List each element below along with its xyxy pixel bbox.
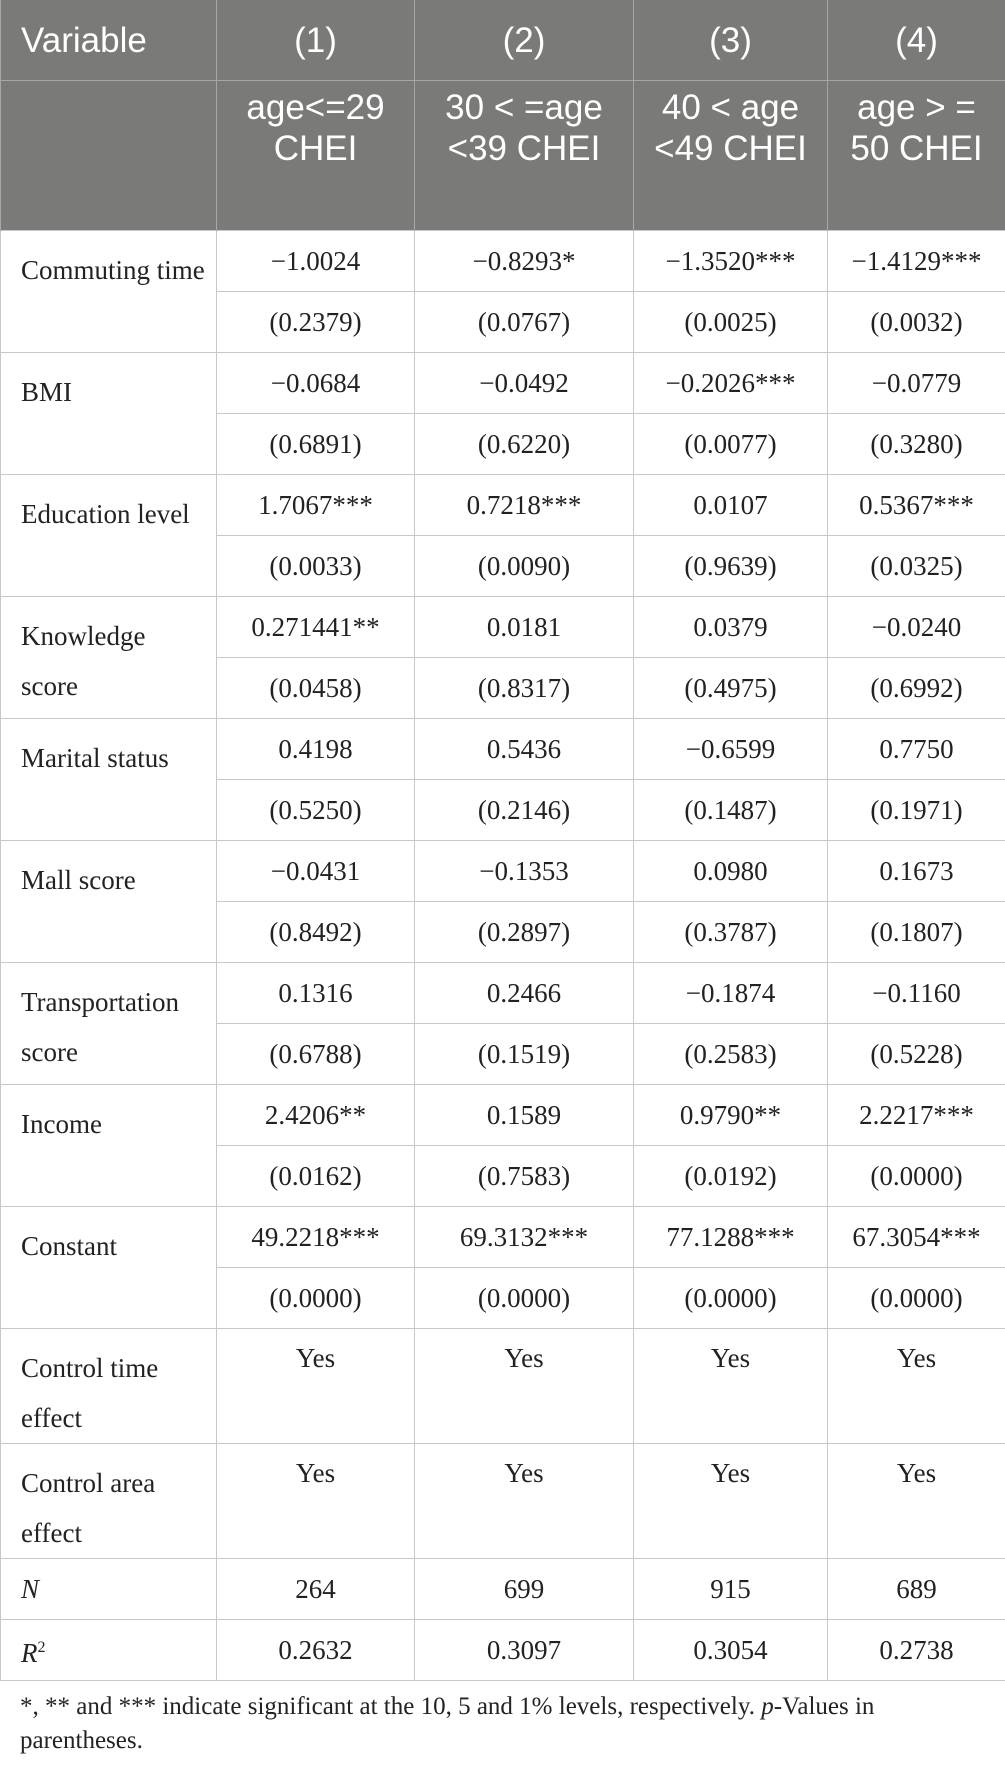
coefficient-cell: −0.1160 bbox=[828, 963, 1005, 1024]
coefficient-cell: −0.8293* bbox=[415, 231, 634, 292]
coefficient-cell: −1.0024 bbox=[217, 231, 415, 292]
control-cell: Yes bbox=[828, 1329, 1005, 1444]
r2-superscript: 2 bbox=[37, 1638, 46, 1656]
coefficient-cell: 0.2466 bbox=[415, 963, 634, 1024]
table-row bbox=[1, 353, 1005, 414]
table-footnote bbox=[20, 1690, 980, 1758]
table-row bbox=[1, 597, 1005, 658]
p-value-cell: (0.6891) bbox=[217, 414, 415, 475]
p-value-cell: (0.0162) bbox=[217, 1146, 415, 1207]
table-header bbox=[1, 0, 1005, 231]
coefficient-cell: −0.0240 bbox=[828, 597, 1005, 658]
p-value-cell: (0.1971) bbox=[828, 780, 1005, 841]
coefficient-cell: 2.2217*** bbox=[828, 1085, 1005, 1146]
p-value-cell: (0.5228) bbox=[828, 1024, 1005, 1085]
n-cell: 699 bbox=[415, 1559, 634, 1620]
control-cell: Yes bbox=[634, 1444, 828, 1559]
table-body bbox=[1, 231, 1005, 1681]
p-value-cell: (0.0325) bbox=[828, 536, 1005, 597]
row-label: BMI bbox=[1, 353, 217, 475]
r2-cell: 0.3054 bbox=[634, 1620, 828, 1681]
control-cell: Yes bbox=[828, 1444, 1005, 1559]
p-value-cell: (0.3280) bbox=[828, 414, 1005, 475]
r2-row bbox=[1, 1620, 1005, 1681]
table-row bbox=[1, 1207, 1005, 1268]
coefficient-cell: 69.3132*** bbox=[415, 1207, 634, 1268]
p-value-cell: (0.8317) bbox=[415, 658, 634, 719]
control-row bbox=[1, 1329, 1005, 1444]
variable-header-blank bbox=[1, 81, 217, 231]
coefficient-cell: 67.3054*** bbox=[828, 1207, 1005, 1268]
coefficient-cell: −0.0779 bbox=[828, 353, 1005, 414]
n-row bbox=[1, 1559, 1005, 1620]
p-value-cell: (0.2379) bbox=[217, 292, 415, 353]
control-cell: Yes bbox=[217, 1444, 415, 1559]
footnote-text-end: -Values in parentheses. bbox=[20, 1693, 875, 1754]
coefficient-cell: 0.7218*** bbox=[415, 475, 634, 536]
p-value-cell: (0.0000) bbox=[415, 1268, 634, 1329]
column-group-1: age<=29 CHEI bbox=[217, 81, 415, 231]
p-value-cell: (0.0000) bbox=[828, 1146, 1005, 1207]
coefficient-cell: 0.1589 bbox=[415, 1085, 634, 1146]
row-label: Marital status bbox=[1, 719, 217, 841]
table-row bbox=[1, 719, 1005, 780]
column-number-2: (2) bbox=[415, 0, 634, 81]
column-number-4: (4) bbox=[828, 0, 1005, 81]
p-value-cell: (0.5250) bbox=[217, 780, 415, 841]
row-label: Transportation score bbox=[1, 963, 217, 1085]
coefficient-cell: 2.4206** bbox=[217, 1085, 415, 1146]
row-label: Education level bbox=[1, 475, 217, 597]
n-cell: 915 bbox=[634, 1559, 828, 1620]
coefficient-cell: −0.0431 bbox=[217, 841, 415, 902]
r2-cell: 0.3097 bbox=[415, 1620, 634, 1681]
column-number-1: (1) bbox=[217, 0, 415, 81]
column-group-2: 30 < =age <39 CHEI bbox=[415, 81, 634, 231]
column-number-3: (3) bbox=[634, 0, 828, 81]
coefficient-cell: 0.5367*** bbox=[828, 475, 1005, 536]
r2-cell: 0.2738 bbox=[828, 1620, 1005, 1681]
table-row bbox=[1, 963, 1005, 1024]
p-value-cell: (0.0025) bbox=[634, 292, 828, 353]
coefficient-cell: −0.6599 bbox=[634, 719, 828, 780]
coefficient-cell: 0.0980 bbox=[634, 841, 828, 902]
coefficient-cell: −0.1353 bbox=[415, 841, 634, 902]
n-label: N bbox=[1, 1559, 217, 1620]
control-row bbox=[1, 1444, 1005, 1559]
p-value-cell: (0.2583) bbox=[634, 1024, 828, 1085]
table-row bbox=[1, 841, 1005, 902]
coefficient-cell: 0.0107 bbox=[634, 475, 828, 536]
p-value-cell: (0.1487) bbox=[634, 780, 828, 841]
p-value-cell: (0.0767) bbox=[415, 292, 634, 353]
coefficient-cell: 0.1316 bbox=[217, 963, 415, 1024]
column-group-3: 40 < age <49 CHEI bbox=[634, 81, 828, 231]
r2-label bbox=[1, 1620, 217, 1681]
p-value-cell: (0.6220) bbox=[415, 414, 634, 475]
p-value-cell: (0.0458) bbox=[217, 658, 415, 719]
p-value-cell: (0.0032) bbox=[828, 292, 1005, 353]
p-value-cell: (0.3787) bbox=[634, 902, 828, 963]
p-value-cell: (0.9639) bbox=[634, 536, 828, 597]
p-value-cell: (0.0090) bbox=[415, 536, 634, 597]
p-value-cell: (0.0192) bbox=[634, 1146, 828, 1207]
table-row bbox=[1, 475, 1005, 536]
table-row bbox=[1, 231, 1005, 292]
coefficient-cell: 1.7067*** bbox=[217, 475, 415, 536]
p-value-cell: (0.4975) bbox=[634, 658, 828, 719]
control-cell: Yes bbox=[217, 1329, 415, 1444]
coefficient-cell: 0.0379 bbox=[634, 597, 828, 658]
row-label: Mall score bbox=[1, 841, 217, 963]
p-value-cell: (0.1807) bbox=[828, 902, 1005, 963]
row-label: Control time effect bbox=[1, 1329, 217, 1444]
row-label: Constant bbox=[1, 1207, 217, 1329]
p-value-cell: (0.0000) bbox=[634, 1268, 828, 1329]
coefficient-cell: 0.4198 bbox=[217, 719, 415, 780]
variable-header: Variable bbox=[1, 0, 217, 81]
coefficient-cell: 0.0181 bbox=[415, 597, 634, 658]
p-value-cell: (0.0077) bbox=[634, 414, 828, 475]
column-group-4: age > = 50 CHEI bbox=[828, 81, 1005, 231]
p-value-cell: (0.0033) bbox=[217, 536, 415, 597]
n-cell: 264 bbox=[217, 1559, 415, 1620]
coefficient-cell: 0.5436 bbox=[415, 719, 634, 780]
p-value-cell: (0.0000) bbox=[217, 1268, 415, 1329]
row-label: Knowledge score bbox=[1, 597, 217, 719]
p-value-cell: (0.1519) bbox=[415, 1024, 634, 1085]
p-value-cell: (0.8492) bbox=[217, 902, 415, 963]
footnote-text: *, ** and *** indicate significant at the 10, 5 and 1% levels, respectively. bbox=[20, 1693, 762, 1720]
row-label: Commuting time bbox=[1, 231, 217, 353]
p-value-cell: (0.2897) bbox=[415, 902, 634, 963]
coefficient-cell: −0.0684 bbox=[217, 353, 415, 414]
control-cell: Yes bbox=[634, 1329, 828, 1444]
p-value-cell: (0.0000) bbox=[828, 1268, 1005, 1329]
coefficient-cell: −0.1874 bbox=[634, 963, 828, 1024]
r2-symbol: R bbox=[21, 1637, 38, 1668]
n-cell: 689 bbox=[828, 1559, 1005, 1620]
coefficient-cell: 0.7750 bbox=[828, 719, 1005, 780]
table-row bbox=[1, 1085, 1005, 1146]
r2-cell: 0.2632 bbox=[217, 1620, 415, 1681]
coefficient-cell: 0.271441** bbox=[217, 597, 415, 658]
coefficient-cell: 49.2218*** bbox=[217, 1207, 415, 1268]
coefficient-cell: 0.1673 bbox=[828, 841, 1005, 902]
footnote-p-italic: p bbox=[761, 1693, 774, 1720]
p-value-cell: (0.2146) bbox=[415, 780, 634, 841]
coefficient-cell: −1.4129*** bbox=[828, 231, 1005, 292]
coefficient-cell: 77.1288*** bbox=[634, 1207, 828, 1268]
control-cell: Yes bbox=[415, 1329, 634, 1444]
coefficient-cell: 0.9790** bbox=[634, 1085, 828, 1146]
p-value-cell: (0.6992) bbox=[828, 658, 1005, 719]
coefficient-cell: −1.3520*** bbox=[634, 231, 828, 292]
row-label: Control area effect bbox=[1, 1444, 217, 1559]
p-value-cell: (0.6788) bbox=[217, 1024, 415, 1085]
coefficient-cell: −0.0492 bbox=[415, 353, 634, 414]
p-value-cell: (0.7583) bbox=[415, 1146, 634, 1207]
control-cell: Yes bbox=[415, 1444, 634, 1559]
coefficient-cell: −0.2026*** bbox=[634, 353, 828, 414]
row-label: Income bbox=[1, 1085, 217, 1207]
